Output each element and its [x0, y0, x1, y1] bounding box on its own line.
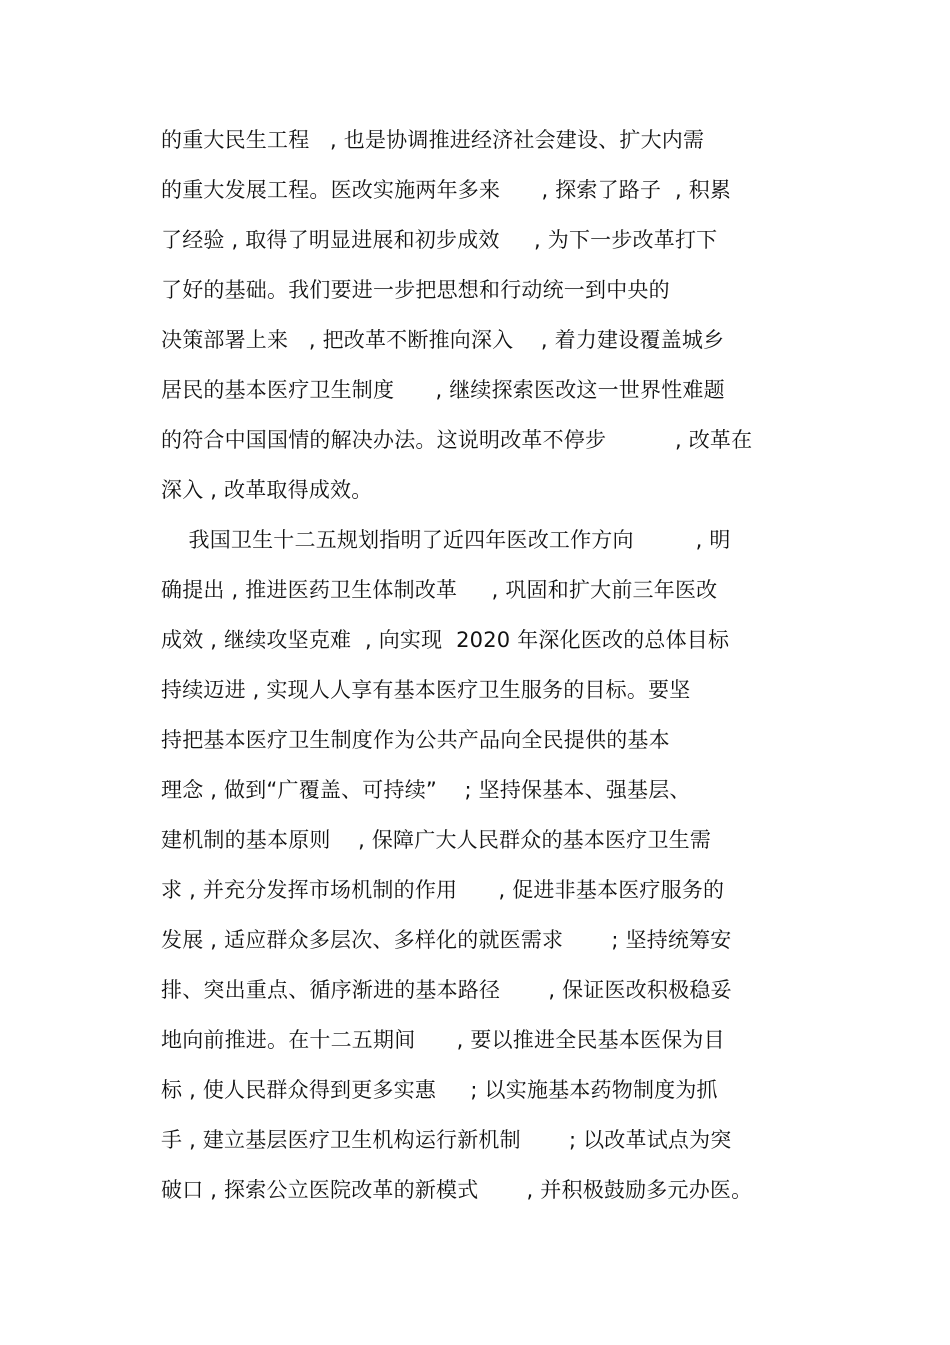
text-line: 发展 , 适应群众多层次、多样化的就医需求 ; 坚持统筹安	[161, 928, 732, 952]
text-line: 的重大民生工程 , 也是协调推进经济社会建设、扩大内需	[161, 128, 705, 152]
text-line: 持续迈进 , 实现人人享有基本医疗卫生服务的目标。要坚	[161, 678, 691, 702]
text-line: 深入 , 改革取得成效。	[161, 478, 373, 502]
text-line: 理念 , 做到“广覆盖、可持续” ; 坚持保基本、强基层、	[161, 778, 691, 802]
text-line: 确提出 , 推进医药卫生体制改革 , 巩固和扩大前三年医改	[161, 578, 718, 602]
text-line: 持把基本医疗卫生制度作为公共产品向全民提供的基本	[161, 728, 670, 752]
text-line: 手 , 建立基层医疗卫生机构运行新机制 ; 以改革试点为突	[161, 1128, 732, 1152]
text-line: 求 , 并充分发挥市场机制的作用 , 促进非基本医疗服务的	[161, 878, 725, 902]
text-line: 地向前推进。在十二五期间 , 要以推进全民基本医保为目	[161, 1028, 725, 1052]
text-line: 的符合中国国情的解决办法。这说明改革不停步 , 改革在	[161, 428, 753, 452]
text-line: 决策部署上来 , 把改革不断推向深入 , 着力建设覆盖城乡	[161, 328, 725, 352]
text-line: 建机制的基本原则 , 保障广大人民群众的基本医疗卫生需	[161, 828, 712, 852]
text-line: 的重大发展工程。医改实施两年多来 , 探索了路子 , 积累	[161, 178, 732, 202]
text-line: 了经验 , 取得了明显进展和初步成效 , 为下一步改革打下	[161, 228, 718, 252]
text-line: 排、突出重点、循序渐进的基本路径 , 保证医改积极稳妥	[161, 978, 732, 1002]
paragraph-start-line: 我国卫生十二五规划指明了近四年医改工作方向 , 明	[161, 528, 731, 552]
text-line: 成效 , 继续攻坚克难 , 向实现 2020 年深化医改的总体目标	[161, 628, 730, 652]
text-line: 居民的基本医疗卫生制度 , 继续探索医改这一世界性难题	[161, 378, 725, 402]
text-line: 标 , 使人民群众得到更多实惠 ; 以实施基本药物制度为抓	[161, 1078, 718, 1102]
text-line: 破口 , 探索公立医院改革的新模式 , 并积极鼓励多元办医。	[161, 1178, 753, 1202]
text-line: 了好的基础。我们要进一步把思想和行动统一到中央的	[161, 278, 670, 302]
